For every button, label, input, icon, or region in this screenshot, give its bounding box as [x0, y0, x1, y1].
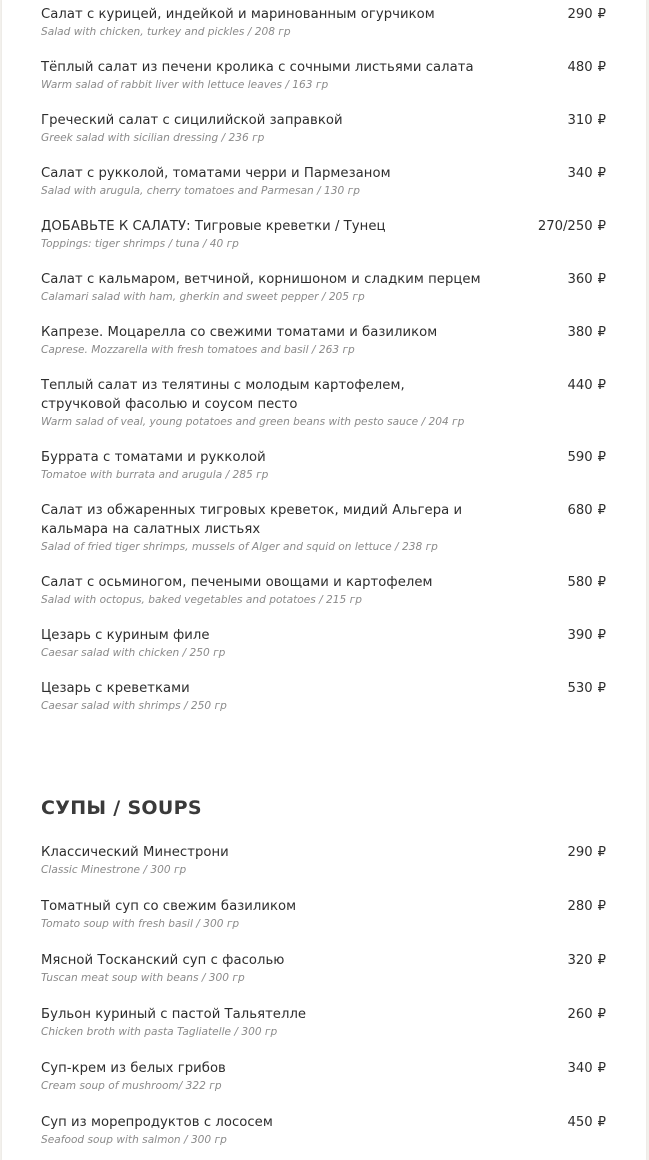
item-name: Капрезе. Моцарелла со свежими томатами и базиликом — [41, 325, 438, 340]
item-price: 360 ₽ — [567, 272, 606, 287]
menu-item — [2, 626, 646, 661]
item-price: 340 ₽ — [567, 166, 606, 181]
item-description-en: Seafood soup with salmon / 300 гр — [41, 1134, 227, 1146]
item-description-en: Classic Minestrone / 300 гр — [41, 864, 187, 876]
item-description-en: Calamari salad with ham, gherkin and sweet pepper / 205 гр — [41, 291, 365, 303]
item-price: 590 ₽ — [567, 450, 606, 465]
item-name: Мясной Тосканский суп с фасолью — [41, 953, 285, 968]
menu-item — [2, 501, 646, 555]
item-name: Цезарь с куриным филе — [41, 628, 210, 643]
item-description-en: Tomatoe with burrata and arugula / 285 гр — [41, 469, 269, 481]
item-price: 680 ₽ — [567, 503, 606, 518]
item-price: 580 ₽ — [567, 575, 606, 590]
item-price: 270/250 ₽ — [537, 219, 606, 234]
menu-item — [2, 111, 646, 146]
menu-item — [2, 5, 646, 40]
item-description-en: Caesar salad with chicken / 250 гр — [41, 647, 226, 659]
item-price: 280 ₽ — [567, 899, 606, 914]
item-name: Салат с осьминогом, печеными овощами и картофелем — [41, 575, 433, 590]
menu-item — [2, 573, 646, 608]
menu-item — [2, 679, 646, 714]
menu-item — [2, 897, 646, 932]
menu-item — [2, 1059, 646, 1094]
item-description-en: Chicken broth with pasta Tagliatelle / 300 гр — [41, 1026, 278, 1038]
item-description-en: Salad with arugula, cherry tomatoes and Parmesan / 130 гр — [41, 185, 360, 197]
item-name: Тёплый салат из печени кролика с сочными листьями салата — [41, 60, 474, 75]
item-description-en: Caesar salad with shrimps / 250 гр — [41, 700, 227, 712]
item-price: 480 ₽ — [567, 60, 606, 75]
item-description-en: Salad of fried tiger shrimps, mussels of Alger and squid on lettuce / 238 гр — [41, 541, 438, 553]
item-description-en: Warm salad of veal, young potatoes and green beans with pesto sauce / 204 гр — [41, 416, 465, 428]
item-description-en: Caprese. Mozzarella with fresh tomatoes and basil / 263 гр — [41, 344, 355, 356]
menu-item — [2, 270, 646, 305]
item-price: 310 ₽ — [567, 113, 606, 128]
item-description-en: Toppings: tiger shrimps / tuna / 40 гр — [41, 238, 239, 250]
menu-item — [2, 951, 646, 986]
menu-item — [2, 164, 646, 199]
item-name: Салат с курицей, индейкой и маринованным огурчиком — [41, 7, 435, 22]
item-name: ДОБАВЬТЕ К САЛАТУ: Тигровые креветки / Тунец — [41, 219, 386, 234]
item-price: 380 ₽ — [567, 325, 606, 340]
item-price: 340 ₽ — [567, 1061, 606, 1076]
item-name: Цезарь с креветками — [41, 681, 190, 696]
item-description-en: Greek salad with sicilian dressing / 236 гр — [41, 132, 265, 144]
item-description-en: Salad with octopus, baked vegetables and potatoes / 215 гр — [41, 594, 362, 606]
item-name: Салат с рукколой, томатами черри и Пармезаном — [41, 166, 391, 181]
menu-item — [2, 1005, 646, 1040]
item-price: 320 ₽ — [567, 953, 606, 968]
item-price: 290 ₽ — [567, 845, 606, 860]
item-description-en: Warm salad of rabbit liver with lettuce leaves / 163 гр — [41, 79, 329, 91]
item-name: Салат из обжаренных тигровых креветок, мидий Альгера и кальмара на салатных листьях — [41, 503, 463, 537]
section-heading-soups: СУПЫ / SOUPS — [41, 797, 202, 819]
item-name: Греческий салат с сицилийской заправкой — [41, 113, 343, 128]
item-name: Теплый салат из телятины с молодым картофелем, стручковой фасолью и соусом песто — [41, 378, 405, 412]
item-price: 450 ₽ — [567, 1115, 606, 1130]
item-price: 290 ₽ — [567, 7, 606, 22]
item-description-en: Tomato soup with fresh basil / 300 гр — [41, 918, 240, 930]
menu-item — [2, 843, 646, 878]
menu-page — [2, 0, 646, 1160]
item-name: Салат с кальмаром, ветчиной, корнишоном и сладким перцем — [41, 272, 481, 287]
item-description-en: Cream soup of mushroom/ 322 гр — [41, 1080, 222, 1092]
item-name: Томатный суп со свежим базиликом — [41, 899, 297, 914]
item-name: Суп-крем из белых грибов — [41, 1061, 226, 1076]
item-name: Суп из морепродуктов с лососем — [41, 1115, 273, 1130]
soups-section — [2, 843, 646, 1148]
item-name: Буррата с томатами и рукколой — [41, 450, 266, 465]
menu-item — [2, 376, 646, 430]
menu-item — [2, 1113, 646, 1148]
item-name: Классический Минестрони — [41, 845, 229, 860]
item-price: 440 ₽ — [567, 378, 606, 393]
menu-item — [2, 217, 646, 252]
menu-item — [2, 323, 646, 358]
salads-section — [2, 5, 646, 714]
item-price: 260 ₽ — [567, 1007, 606, 1022]
item-price: 530 ₽ — [567, 681, 606, 696]
item-description-en: Tuscan meat soup with beans / 300 гр — [41, 972, 245, 984]
item-price: 390 ₽ — [567, 628, 606, 643]
menu-item — [2, 58, 646, 93]
item-name: Бульон куриный с пастой Тальятелле — [41, 1007, 307, 1022]
menu-item — [2, 448, 646, 483]
item-description-en: Salad with chicken, turkey and pickles / 208 гр — [41, 26, 291, 38]
